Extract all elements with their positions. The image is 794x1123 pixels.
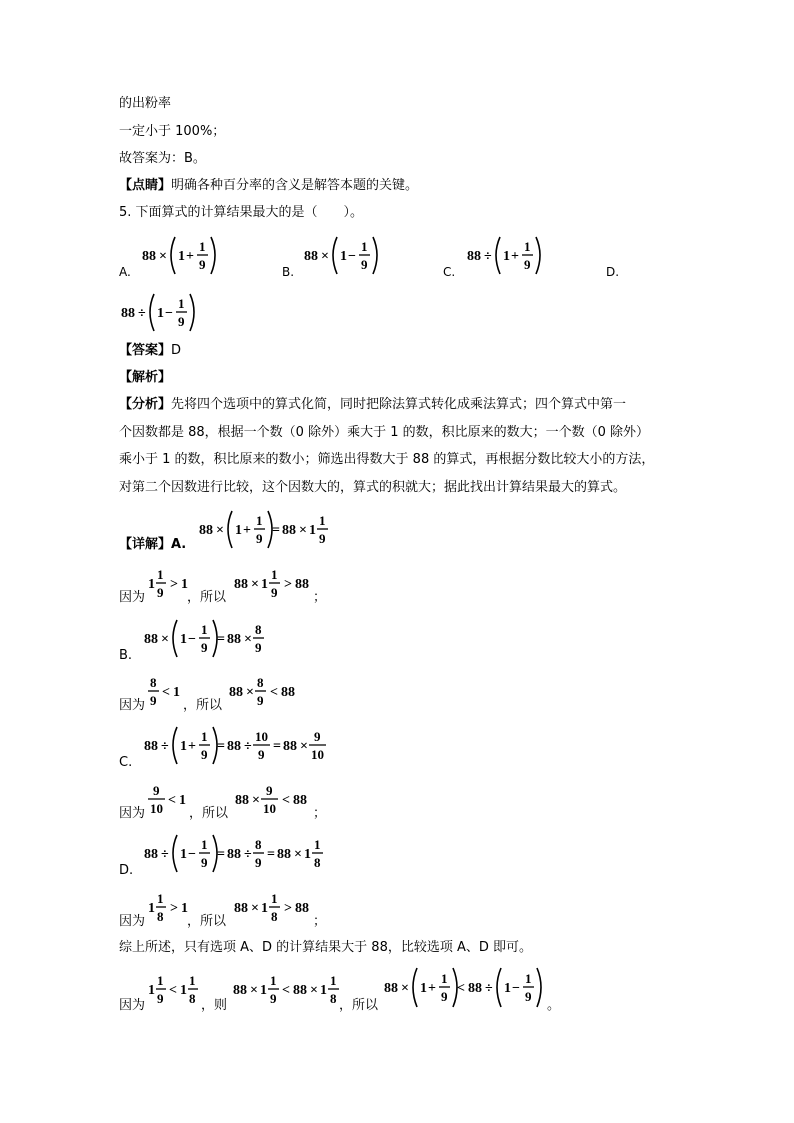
svg-text:88: 88 — [277, 847, 291, 862]
because-b-label: 因为 — [119, 698, 146, 713]
svg-text:<: < — [162, 685, 170, 700]
question-stem — [119, 205, 363, 221]
svg-text:88: 88 — [144, 739, 158, 754]
svg-text:+: + — [188, 739, 196, 754]
semicolon-a: ； — [313, 590, 327, 605]
option-a-label: A. — [119, 265, 131, 279]
svg-text:10: 10 — [311, 747, 324, 762]
svg-text:1: 1 — [179, 793, 186, 808]
svg-text:1: 1 — [148, 901, 155, 916]
svg-text:88: 88 — [229, 685, 243, 700]
svg-text:1: 1 — [525, 971, 532, 986]
question-number: 5. — [119, 205, 132, 220]
svg-text:×: × — [300, 739, 308, 754]
so-a-inequality — [234, 564, 327, 608]
svg-text:1: 1 — [320, 983, 327, 998]
detail-d-label: D. — [119, 863, 134, 878]
so-d-label: ，所以 — [187, 914, 227, 929]
svg-text:9: 9 — [441, 989, 448, 1004]
svg-text:88: 88 — [227, 739, 241, 754]
detail-a-equation — [199, 508, 339, 552]
svg-text:9: 9 — [255, 640, 262, 655]
option-d-label: D. — [606, 265, 620, 279]
svg-text:9: 9 — [201, 640, 208, 655]
because-c-label: 因为 — [119, 806, 146, 821]
detail-d-equation — [144, 832, 344, 876]
svg-text:=: = — [273, 739, 281, 754]
svg-text:9: 9 — [361, 257, 368, 272]
analysis-header: 【解析】 — [119, 370, 172, 385]
final-so-label: ，所以 — [339, 998, 379, 1013]
svg-text:88: 88 — [295, 901, 309, 916]
svg-text:88: 88 — [234, 901, 248, 916]
svg-text:<: < — [168, 793, 176, 808]
svg-text:1: 1 — [199, 239, 206, 254]
svg-text:10: 10 — [255, 729, 268, 744]
svg-text:88: 88 — [295, 577, 309, 592]
svg-text:88: 88 — [304, 249, 318, 264]
svg-text:1: 1 — [270, 973, 277, 988]
svg-text:88: 88 — [121, 306, 135, 321]
svg-text:+: + — [243, 523, 251, 538]
svg-text:1: 1 — [178, 249, 185, 264]
svg-text:×: × — [251, 901, 259, 916]
option-c-label: C. — [443, 265, 456, 279]
svg-text:1: 1 — [181, 901, 188, 916]
detail-b-equation — [144, 617, 274, 661]
svg-text:9: 9 — [157, 991, 164, 1006]
svg-text:1: 1 — [271, 891, 278, 906]
svg-text:×: × — [299, 523, 307, 538]
svg-text:9: 9 — [271, 585, 278, 600]
svg-text:=: = — [217, 632, 225, 647]
intro-line-3: 故答案为：B。 — [119, 151, 206, 166]
svg-text:−: − — [165, 306, 173, 321]
svg-text:1: 1 — [180, 983, 187, 998]
svg-text:×: × — [244, 632, 252, 647]
svg-text:−: − — [512, 981, 520, 996]
svg-text:9: 9 — [201, 747, 208, 762]
svg-text:×: × — [294, 847, 302, 862]
svg-text:8: 8 — [150, 675, 157, 690]
final-product-compare — [233, 970, 353, 1014]
so-d-inequality — [234, 888, 327, 932]
svg-text:÷: ÷ — [244, 739, 252, 754]
svg-text:9: 9 — [270, 991, 277, 1006]
tip-paragraph — [119, 178, 418, 194]
svg-text:1: 1 — [361, 239, 368, 254]
svg-text:=: = — [217, 739, 225, 754]
svg-text:1: 1 — [504, 981, 511, 996]
svg-text:9: 9 — [255, 855, 262, 870]
because-d-label: 因为 — [119, 914, 146, 929]
svg-text:1: 1 — [304, 847, 311, 862]
svg-text:10: 10 — [150, 801, 163, 816]
svg-text:9: 9 — [256, 531, 263, 546]
semicolon-d: ； — [313, 914, 327, 929]
svg-text:1: 1 — [157, 567, 164, 582]
svg-text:<: < — [169, 983, 177, 998]
svg-text:88: 88 — [293, 983, 307, 998]
svg-text:>: > — [284, 577, 292, 592]
svg-text:1: 1 — [201, 729, 208, 744]
analysis-line-1 — [119, 397, 626, 413]
intro-line-2: 一定小于 100%； — [119, 124, 226, 139]
analysis-line-2: 个因数都是 88，根据一个数（0 除外）乘大于 1 的数，积比原来的数大；一个数（0 除外） — [119, 425, 650, 440]
svg-text:88: 88 — [281, 685, 295, 700]
svg-text:×: × — [321, 249, 329, 264]
semicolon-c: ； — [313, 806, 327, 821]
svg-text:<: < — [282, 793, 290, 808]
svg-text:=: = — [272, 523, 280, 538]
svg-text:8: 8 — [314, 855, 321, 870]
detail-label: 【详解】A. — [119, 537, 187, 552]
svg-text:÷: ÷ — [485, 981, 493, 996]
svg-text:<: < — [282, 983, 290, 998]
analysis-line-4: 对第二个因数进行比较，这个因数大的，算式的积就大；据此找出计算结果最大的算式。 — [119, 480, 627, 495]
svg-text:1: 1 — [180, 632, 187, 647]
svg-text:9: 9 — [257, 693, 264, 708]
final-then-label: ，则 — [201, 998, 228, 1013]
svg-text:<: < — [457, 981, 465, 996]
svg-text:88: 88 — [283, 739, 297, 754]
svg-text:1: 1 — [173, 685, 180, 700]
svg-text:×: × — [250, 983, 258, 998]
svg-text:88: 88 — [293, 793, 307, 808]
svg-text:10: 10 — [263, 801, 276, 816]
svg-text:1: 1 — [503, 249, 510, 264]
svg-text:−: − — [188, 632, 196, 647]
svg-text:×: × — [159, 249, 167, 264]
svg-text:88: 88 — [468, 981, 482, 996]
svg-text:88: 88 — [282, 523, 296, 538]
svg-text:÷: ÷ — [138, 306, 146, 321]
svg-text:8: 8 — [330, 991, 337, 1006]
svg-text:88: 88 — [384, 981, 398, 996]
svg-text:1: 1 — [157, 891, 164, 906]
so-b-inequality — [229, 672, 309, 716]
svg-text:1: 1 — [314, 837, 321, 852]
svg-text:88: 88 — [144, 632, 158, 647]
svg-text:1: 1 — [441, 971, 448, 986]
svg-text:8: 8 — [255, 622, 262, 637]
svg-text:9: 9 — [150, 693, 157, 708]
svg-text:88: 88 — [227, 847, 241, 862]
svg-text:×: × — [310, 983, 318, 998]
svg-text:8: 8 — [271, 909, 278, 924]
svg-text:1: 1 — [256, 513, 263, 528]
svg-text:8: 8 — [157, 909, 164, 924]
svg-text:1: 1 — [524, 239, 531, 254]
svg-text:88: 88 — [144, 847, 158, 862]
svg-text:88: 88 — [234, 577, 248, 592]
svg-text:1: 1 — [261, 577, 268, 592]
svg-text:1: 1 — [309, 523, 316, 538]
svg-text:1: 1 — [181, 577, 188, 592]
svg-text:9: 9 — [153, 783, 160, 798]
because-a-label: 因为 — [119, 590, 146, 605]
svg-text:+: + — [511, 249, 519, 264]
svg-text:88: 88 — [199, 523, 213, 538]
tip-text: 明确各种百分率的含义是解答本题的关键。 — [171, 178, 419, 193]
tip-label: 【点睛】 — [119, 178, 172, 193]
svg-text:÷: ÷ — [244, 847, 252, 862]
analysis-line-3: 乘小于 1 的数，积比原来的数小；筛选出得数大于 88 的算式，再根据分数比较大小的方法， — [119, 452, 655, 467]
svg-text:1: 1 — [260, 983, 267, 998]
svg-text:1: 1 — [201, 837, 208, 852]
answer-label: 【答案】 — [119, 343, 172, 358]
svg-text:9: 9 — [201, 855, 208, 870]
svg-text:9: 9 — [157, 585, 164, 600]
svg-text:−: − — [188, 847, 196, 862]
option-b-expression — [304, 234, 384, 278]
question-text: 下面算式的计算结果最大的是（ ）。 — [135, 205, 364, 220]
svg-text:1: 1 — [201, 622, 208, 637]
svg-text:8: 8 — [189, 991, 196, 1006]
svg-text:=: = — [267, 847, 275, 862]
svg-text:8: 8 — [257, 675, 264, 690]
svg-text:9: 9 — [258, 747, 265, 762]
svg-text:9: 9 — [199, 257, 206, 272]
option-b-label: B. — [282, 265, 295, 279]
svg-text:1: 1 — [189, 973, 196, 988]
final-conclusion-inequality — [384, 964, 554, 1012]
svg-text:9: 9 — [525, 989, 532, 1004]
detail-c-equation — [144, 724, 344, 768]
svg-text:88: 88 — [235, 793, 249, 808]
answer-value: D — [171, 343, 182, 358]
svg-text:÷: ÷ — [161, 739, 169, 754]
svg-text:1: 1 — [178, 296, 185, 311]
option-d-expression — [121, 291, 201, 335]
final-fraction-compare — [148, 970, 208, 1014]
svg-text:×: × — [252, 793, 260, 808]
option-c-expression — [467, 234, 547, 278]
answer-line — [119, 343, 181, 359]
svg-text:1: 1 — [420, 981, 427, 996]
svg-text:1: 1 — [340, 249, 347, 264]
svg-text:>: > — [170, 901, 178, 916]
final-because-label: 因为 — [119, 998, 146, 1013]
svg-text:÷: ÷ — [484, 249, 492, 264]
svg-text:=: = — [217, 847, 225, 862]
final-period: 。 — [547, 998, 561, 1013]
svg-text:88: 88 — [467, 249, 481, 264]
svg-text:1: 1 — [180, 847, 187, 862]
svg-text:÷: ÷ — [161, 847, 169, 862]
svg-text:9: 9 — [524, 257, 531, 272]
svg-text:9: 9 — [178, 314, 185, 329]
svg-text:×: × — [246, 685, 254, 700]
svg-text:>: > — [284, 901, 292, 916]
svg-text:1: 1 — [330, 973, 337, 988]
analysis-text-1: 先将四个选项中的算式化简，同时把除法算式转化成乘法算式；四个算式中第一 — [171, 397, 627, 412]
detail-b-label: B. — [119, 648, 133, 663]
intro-line-1: 的出粉率 — [119, 96, 172, 111]
so-c-label: ，所以 — [189, 806, 229, 821]
svg-text:+: + — [186, 249, 194, 264]
svg-text:×: × — [401, 981, 409, 996]
svg-text:9: 9 — [266, 783, 273, 798]
svg-text:1: 1 — [180, 739, 187, 754]
svg-text:88: 88 — [233, 983, 247, 998]
svg-text:+: + — [428, 981, 436, 996]
summary-line: 综上所述，只有选项 A、D 的计算结果大于 88，比较选项 A、D 即可。 — [119, 940, 533, 955]
svg-text:9: 9 — [314, 729, 321, 744]
svg-text:8: 8 — [255, 837, 262, 852]
svg-text:1: 1 — [148, 577, 155, 592]
analysis-label: 【分析】 — [119, 397, 172, 412]
svg-text:1: 1 — [319, 513, 326, 528]
so-a-label: ，所以 — [187, 590, 227, 605]
svg-text:−: − — [348, 249, 356, 264]
svg-text:9: 9 — [319, 531, 326, 546]
svg-text:88: 88 — [142, 249, 156, 264]
svg-text:1: 1 — [261, 901, 268, 916]
svg-text:1: 1 — [271, 567, 278, 582]
option-a-expression — [142, 234, 222, 278]
svg-text:×: × — [161, 632, 169, 647]
svg-text:1: 1 — [235, 523, 242, 538]
svg-text:88: 88 — [227, 632, 241, 647]
svg-text:1: 1 — [157, 306, 164, 321]
svg-text:×: × — [251, 577, 259, 592]
detail-c-label: C. — [119, 755, 133, 770]
so-b-label: ，所以 — [183, 698, 223, 713]
svg-text:1: 1 — [157, 973, 164, 988]
svg-text:×: × — [216, 523, 224, 538]
so-c-inequality — [235, 780, 325, 824]
svg-text:1: 1 — [148, 983, 155, 998]
svg-text:>: > — [170, 577, 178, 592]
svg-text:<: < — [270, 685, 278, 700]
